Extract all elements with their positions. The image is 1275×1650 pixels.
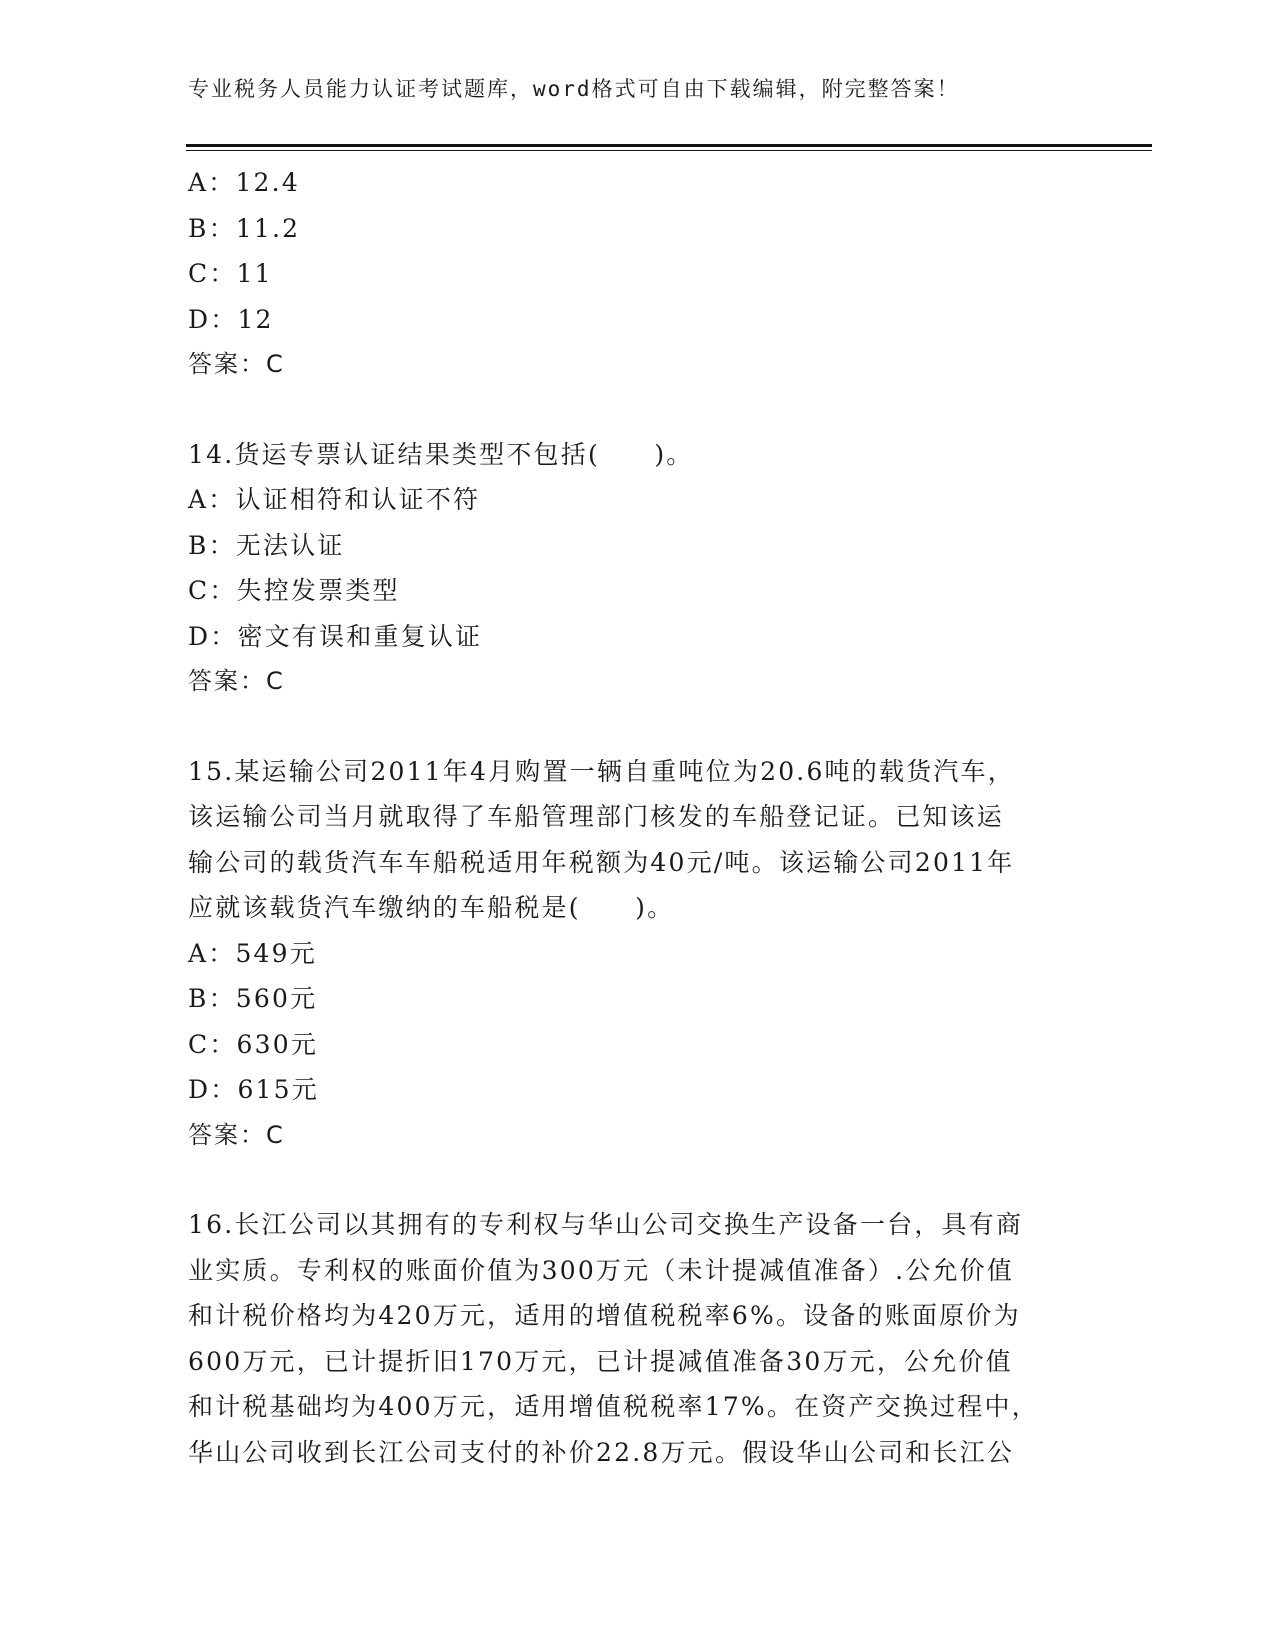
question-stem-line: 600万元，已计提折旧170万元，已计提减值准备30万元，公允价值 <box>188 1346 1013 1376</box>
question-stem-line: 16.长江公司以其拥有的专利权与华山公司交换生产设备一台，具有商 <box>188 1210 1024 1239</box>
option-b: B：无法认证 <box>188 530 345 560</box>
answer-line: 答案：C <box>188 1120 285 1149</box>
question-stem-line: 业实质。专利权的账面价值为300万元（未计提减值准备）.公允价值 <box>188 1255 1015 1285</box>
question-stem-line: 和计税价格均为420万元，适用的增值税税率6%。设备的账面原价为 <box>188 1301 1021 1330</box>
question-14 <box>188 432 1088 705</box>
question-list <box>188 160 1088 1475</box>
option-c: C：11 <box>188 259 273 288</box>
option-a: A：认证相符和认证不符 <box>188 485 481 514</box>
question-stem-line: 华山公司收到长江公司支付的补价22.8万元。假设华山公司和长江公 <box>188 1437 1015 1467</box>
option-b: B：560元 <box>188 984 318 1013</box>
answer-line: 答案：C <box>188 350 285 378</box>
option-b: B：11.2 <box>188 213 301 243</box>
question-stem-line: 15.某运输公司2011年4月购置一辆自重吨位为20.6吨的载货汽车， <box>188 756 1015 786</box>
option-d: D：密文有误和重复认证 <box>188 621 483 651</box>
option-d: D：12 <box>188 304 274 334</box>
option-c: C：失控发票类型 <box>188 576 400 605</box>
question-16 <box>188 1202 1088 1475</box>
question-stem: 14.货运专票认证结果类型不包括( )。 <box>188 439 694 469</box>
header-rule-thick <box>186 144 1152 147</box>
header-rule-thin <box>186 150 1152 151</box>
option-c: C：630元 <box>188 1029 319 1059</box>
question-stem-line: 该运输公司当月就取得了车船管理部门核发的车船登记证。已知该运 <box>188 802 1005 831</box>
question-stem-line: 应就该载货汽车缴纳的车船税是( )。 <box>188 893 675 922</box>
option-d: D：615元 <box>188 1075 319 1104</box>
option-a: A：549元 <box>188 938 317 968</box>
question-13 <box>188 160 1088 388</box>
question-15 <box>188 749 1088 1159</box>
option-a: A：12.4 <box>188 168 300 197</box>
question-stem-line: 输公司的载货汽车车船税适用年税额为40元/吨。该运输公司2011年 <box>188 847 1015 877</box>
answer-line: 答案：C <box>188 667 285 695</box>
page-header: 专业税务人员能力认证考试题库，word格式可自由下载编辑，附完整答案！ <box>188 77 960 101</box>
question-stem-line: 和计税基础均为400万元，适用增值税税率17%。在资产交换过程中， <box>188 1392 1039 1421</box>
